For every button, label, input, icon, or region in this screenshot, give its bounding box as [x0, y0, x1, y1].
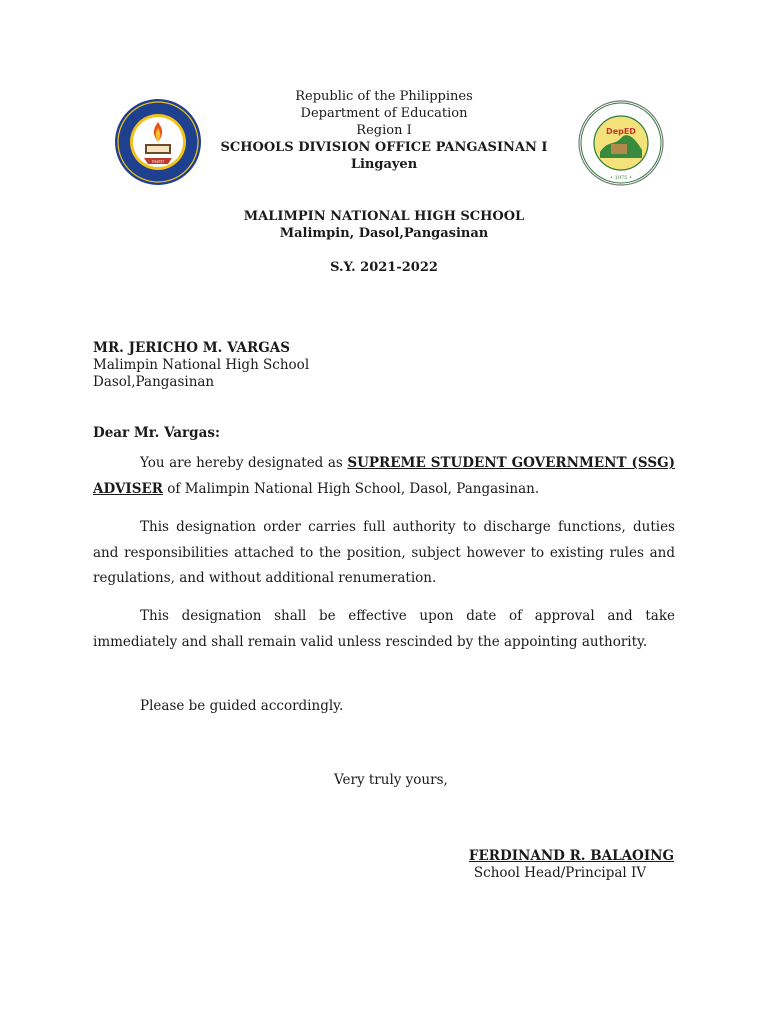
- signature-block: [469, 848, 674, 882]
- region-line: Region I: [356, 123, 412, 138]
- closing: Very truly yours,: [334, 772, 448, 788]
- paragraph-designation: [93, 451, 675, 502]
- school-year: S.Y. 2021-2022: [330, 260, 438, 275]
- school-name: MALIMPIN NATIONAL HIGH SCHOOL: [243, 209, 525, 224]
- letterhead: [0, 88, 768, 173]
- svg-text:DepED: DepED: [606, 127, 636, 136]
- division-office-line: SCHOOLS DIVISION OFFICE PANGASINAN I: [220, 140, 548, 155]
- recipient-location: Dasol,Pangasinan: [93, 374, 215, 390]
- salutation: Dear Mr. Vargas:: [93, 425, 220, 441]
- signer-title: School Head/Principal IV: [473, 865, 647, 881]
- svg-text:• 1975 •: • 1975 •: [610, 175, 632, 181]
- city-line: Lingayen: [350, 157, 418, 172]
- signer-name: FERDINAND R. BALAOING: [468, 848, 674, 864]
- recipient-name: MR. JERICHO M. VARGAS: [93, 340, 290, 356]
- republic-line: Republic of the Philippines: [295, 89, 473, 104]
- recipient-school: Malimpin National High School: [93, 357, 310, 373]
- svg-text:DepED: DepED: [152, 159, 164, 164]
- paragraph-effectivity: This designation shall be effective upon date of approval and take immediately and shall remain valid unless rescinded by the appointing authority.: [93, 608, 675, 650]
- p1-intro: You are hereby designated as: [140, 455, 348, 471]
- recipient-block: [93, 340, 309, 391]
- designated-position: SUPREME STUDENT GOVERNMENT (SSG) ADVISER: [93, 455, 675, 497]
- school-address: Malimpin, Dasol,Pangasinan: [279, 226, 489, 241]
- paragraph-authority: This designation order carries full authority to discharge functions, duties and responsibilities attached to the position, subject however to existing rules and regulations, and without additional renumeration.: [93, 519, 675, 586]
- p1-outro: of Malimpin National High School, Dasol, Pangasinan.: [163, 480, 540, 497]
- paragraph-guidance: Please be guided accordingly.: [140, 698, 344, 714]
- department-line: Department of Education: [300, 106, 468, 121]
